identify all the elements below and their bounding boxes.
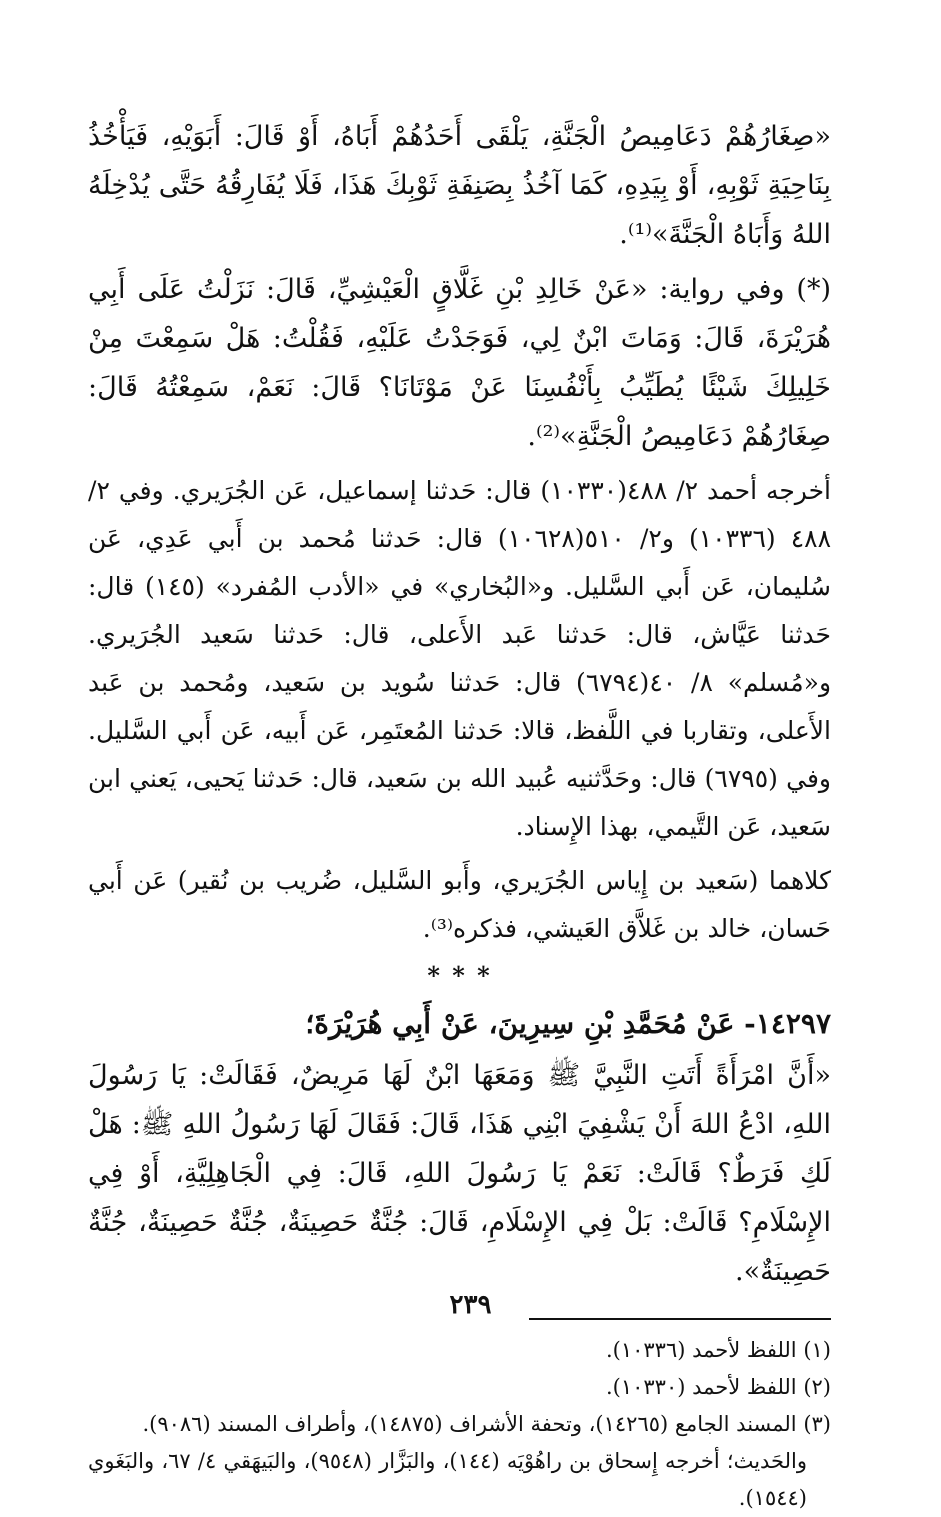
footnote-2: (٢) اللفظ لأحمد (١٠٣٣٠). xyxy=(605,1375,831,1399)
footnote-3: (٣) المسند الجامع (١٤٢٦٥)، وتحفة الأشراف (١٤٨٧٥)، وأطراف المسند (٩٠٨٦). xyxy=(142,1412,831,1436)
takhrij-paragraph: أخرجه أحمد ٢/ ٤٨٨(١٠٣٣٠) قال: حَدثنا إسماعيل، عَن الجُرَيري. وفي ٢/ ٤٨٨ (١٠٣٣٦) و٢/ ٥١٠(١٠٦٢٨) قال: حَدثنا مُحمد بن أَبي عَدِي، عَن سُليمان، عَن أَبي السَّليل. و«البُخاري» في «الأدب المُفرد» (١٤٥) قال: حَدثنا عَيَّاش، قال: حَدثنا عَبد الأَعلى، قال: حَدثنا سَعيد الجُرَيري. و«مُسلم» ٨/ ٤٠(٦٧٩٤) قال: حَدثنا سُويد بن سَعيد، ومُحمد بن عَبد الأَعلى، وتقاربا في اللَّفظ، قالا: حَدثنا المُعتَمِر، عَن أَبيه، عَن أَبي السَّليل. وفي (٦٧٩٥) قال: وحَدَّثنيه عُبيد الله بن سَعيد، قال: حَدثنا يَحيى، يَعني ابن سَعيد، عَن التَّيمي، بهذا الإِسناد. xyxy=(88,476,832,841)
page-number: ٢٣٩ xyxy=(449,1290,492,1320)
variant-narration-paragraph: (*) وفي رواية: «عَنْ خَالِدِ بْنِ غَلَّاقٍ الْعَيْشِيِّ، قَالَ: نَزَلْتُ عَلَى أَبِي هُرَيْرَةَ، قَالَ: وَمَاتَ ابْنٌ لِي، فَوَجَدْتُ عَلَيْهِ، فَقُلْتُ: هَلْ سَمِعْتَ مِنْ خَلِيلِكَ شَيْئًا يُطَيِّبُ بِأَنْفُسِنَا عَنْ مَوْتَانَا؟ قَالَ: نَعَمْ، سَمِعْتُهُ قَالَ: صِغَارُهُمْ دَعَامِيصُ الْجَنَّةِ»⁽²⁾. xyxy=(88,274,831,452)
hadith-heading: ١٤٢٩٧- عَنْ مُحَمَّدِ بْنِ سِيرِينَ، عَنْ أَبِي هُرَيْرَةَ؛ xyxy=(305,1007,831,1040)
hadith-text-paragraph-2: «أَنَّ امْرَأَةً أَتَتِ النَّبِيَّ ﷺ وَمَعَهَا ابْنٌ لَهَا مَرِيضٌ، فَقَالَتْ: يَا رَسُولَ اللهِ، ادْعُ اللهَ أَنْ يَشْفِيَ ابْنِي هَذَا، قَالَ: فَقَالَ لَهَا رَسُولُ اللهِ ﷺ: هَلْ لَكِ فَرَطٌ؟ قَالَتْ: نَعَمْ يَا رَسُولَ اللهِ، قَالَ: فِي الْجَاهِلِيَّةِ، أَوْ فِي الإِسْلَامِ؟ قَالَتْ: بَلْ فِي الإِسْلَامِ، قَالَ: جُنَّةٌ حَصِينَةٌ، جُنَّةٌ حَصِينَةٌ، جُنَّةٌ حَصِينَةٌ». xyxy=(88,1060,831,1287)
footnote-3-continued: والحَديث؛ أخرجه إِسحاق بن راهُوْيَه (١٤٤)، والبَزَّار (٩٥٤٨)، والبَيهَقي ٤/ ٦٧، والبَغَوي (١٥٤٤). xyxy=(88,1449,807,1510)
section-separator: * * * xyxy=(427,961,492,990)
hadith-text-paragraph: «صِغَارُهُمْ دَعَامِيصُ الْجَنَّةِ، يَلْقَى أَحَدُهُمْ أَبَاهُ، أَوْ قَالَ: أَبَوَيْهِ، فَيَأْخُذُ بِنَاحِيَةِ ثَوْبِهِ، أَوْ بِيَدِهِ، كَمَا آخُذُ بِصَنِفَةِ ثَوْبِكَ هَذَا، فَلَا يُفَارِقُهُ حَتَّى يُدْخِلَهُ اللهُ وَأَبَاهُ الْجَنَّةَ»⁽¹⁾. xyxy=(88,121,831,250)
isnad-summary-paragraph: كلاهما (سَعيد بن إِياس الجُرَيري، وأَبو السَّليل، ضُريب بن نُقير) عَن أَبي حَسان، خالد بن غَلاَّق العَيشي، فذكره⁽³⁾. xyxy=(88,866,831,943)
footnote-1: (١) اللفظ لأحمد (١٠٣٣٦). xyxy=(605,1338,831,1362)
